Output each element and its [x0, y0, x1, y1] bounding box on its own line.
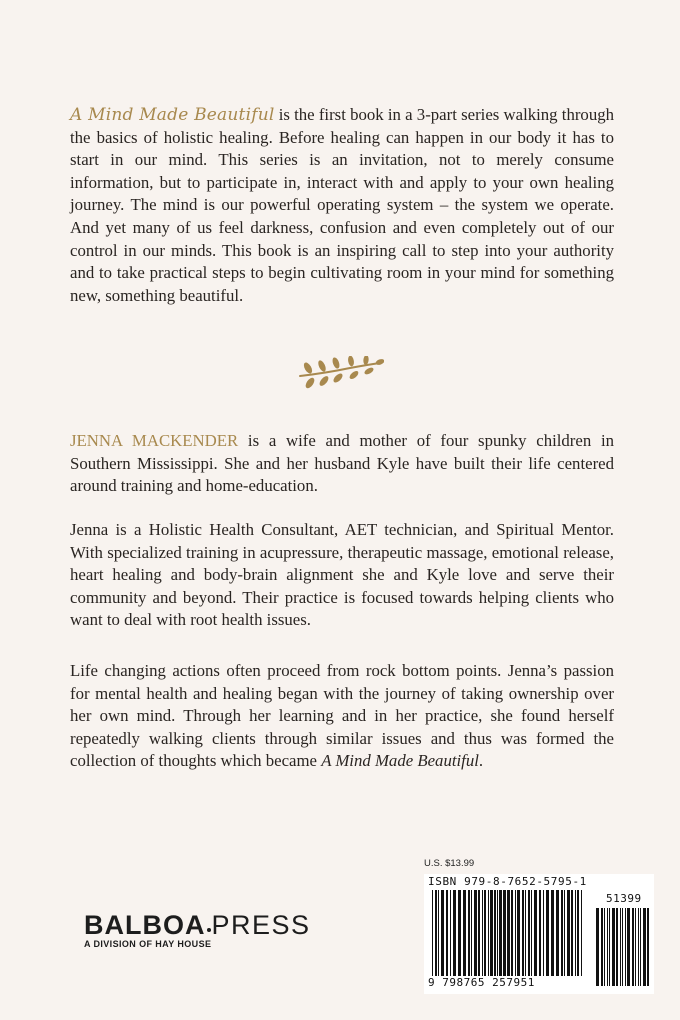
publisher-tagline: A DIVISION OF HAY HOUSE: [84, 939, 212, 949]
barcode-bar: [551, 890, 554, 976]
barcode-bar: [494, 890, 496, 976]
barcode-bar: [515, 890, 516, 976]
publisher-logo: [84, 910, 311, 949]
barcode-bar: [490, 890, 493, 976]
barcode-bar: [622, 908, 623, 986]
barcode-bar: [438, 890, 439, 976]
barcode-bar: [643, 908, 646, 986]
barcode-bar: [627, 908, 630, 986]
barcode-bar: [575, 890, 576, 976]
barcode-bar: [522, 890, 524, 976]
barcode-bar: [539, 890, 541, 976]
barcode-bar: [507, 890, 510, 976]
barcode-bar: [517, 890, 520, 976]
author-name: JENNA MACKENDER: [70, 431, 239, 450]
barcode-bar: [620, 908, 621, 986]
barcode-bar: [571, 890, 573, 976]
barcode-bar: [488, 890, 489, 976]
barcode-bar: [607, 908, 608, 986]
bio-p3-end: .: [478, 751, 484, 771]
barcode-bar: [609, 908, 610, 986]
barcode-bar: [640, 908, 641, 986]
barcode-bar: [450, 890, 451, 976]
publisher-name-bold: BALBOA: [84, 910, 206, 940]
barcode-bar: [635, 908, 636, 986]
barcode-bar: [441, 890, 444, 976]
barcode-bar: [497, 890, 498, 976]
barcode-bar: [567, 890, 570, 976]
barcode-bar: [531, 890, 532, 976]
barcode-bar: [561, 890, 563, 976]
barcode-bar: [625, 908, 626, 986]
barcode-bar: [581, 890, 582, 976]
barcode-bar: [596, 908, 599, 986]
blurb-text: is the first book in a 3-part series walking through the basics of holistic healing. Before healing can happen in our body it has to start in our mind. This series is an invitation, not to merely consume information, but to participate in, interact with and apply to your own healing journey. The mind is our powerful operating system – the system we operate. And yet many of us feel darkness, confusion and even completely out of our control in our minds. This book is an inspiring call to step into your authority and to take practical steps to begin cultivating room in your mind for something new, something beautiful.: [70, 105, 614, 305]
publisher-dot: [207, 928, 211, 932]
barcode-bar: [525, 890, 526, 976]
barcode-bar: [482, 890, 483, 976]
barcode-bar: [435, 890, 437, 976]
author-bio-paragraph-1: [70, 430, 614, 498]
barcode-bar: [474, 890, 477, 976]
barcode-bar: [511, 890, 513, 976]
blurb-section: [70, 104, 614, 307]
bio-p1-text: is a wife and mother of four spunky children in Southern Mississippi. She and her husband Kyle have built their life centered around training and home-education.: [70, 431, 614, 496]
laurel-branch-icon: [296, 356, 384, 390]
barcode-bar: [564, 890, 565, 976]
barcode-bar: [616, 908, 618, 986]
barcode-bar: [546, 890, 549, 976]
isbn-number: ISBN 979-8-7652-5795-1: [428, 875, 587, 888]
barcode-bar: [463, 890, 466, 976]
book-title-script: A Mind Made Beautiful: [70, 105, 275, 125]
bio-p3-text: Life changing actions often proceed from rock bottom points. Jenna’s passion for mental health and healing began with the journey of taking ownership over her own mind. Through her learning and in her practice, she found herself repeatedly walking clients through similar issues and thus was formed the collection of thoughts which became: [70, 661, 614, 771]
barcode-bar: [647, 908, 649, 986]
barcode-bar: [543, 890, 544, 976]
barcode-bar: [432, 890, 433, 976]
barcode-bar: [632, 908, 634, 986]
barcode-bar: [601, 908, 603, 986]
barcode-bar: [446, 890, 448, 976]
barcode-bar: [484, 890, 486, 976]
barcode-bar: [604, 908, 605, 986]
barcode-bar: [458, 890, 461, 976]
blurb-paragraph: [70, 104, 614, 307]
price-code: 51399: [606, 892, 642, 905]
barcode-bar: [478, 890, 480, 976]
bio-p3-book-title: A Mind Made Beautiful: [321, 751, 479, 771]
author-bio-paragraph-2: [70, 519, 614, 632]
barcode-bar: [612, 908, 615, 986]
bio-p2-text: Jenna is a Holistic Health Consultant, AET technician, and Spiritual Mentor. With specialized training in acupressure, therapeutic massage, emotional release, heart healing and body-brain alignment she and Kyle love and serve their community and beyond. Their practice is focused towards helping clients who want to deal with root health issues.: [70, 520, 614, 630]
author-bio-paragraph-3: [70, 660, 614, 773]
barcode-bar: [503, 890, 506, 976]
barcode-bar: [468, 890, 470, 976]
barcode-bar: [534, 890, 537, 976]
price-label: U.S. $13.99: [424, 858, 475, 869]
ean-digits: 9 798765 257951: [428, 976, 535, 989]
barcode-bar: [528, 890, 530, 976]
barcode-bar: [453, 890, 456, 976]
barcode-bar: [471, 890, 472, 976]
publisher-name-light: PRESS: [211, 910, 311, 940]
barcode-block: [424, 874, 654, 994]
barcode-bar: [577, 890, 579, 976]
barcode-bar: [638, 908, 639, 986]
barcode-bar: [556, 890, 559, 976]
barcode-bar: [499, 890, 502, 976]
